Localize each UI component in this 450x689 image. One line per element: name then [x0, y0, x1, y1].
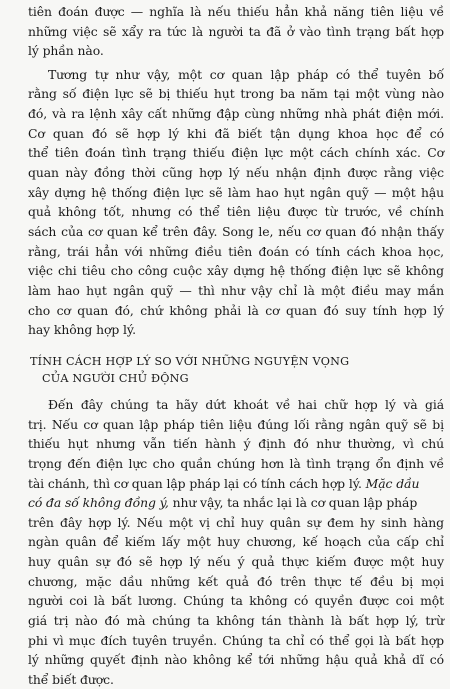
- text-line: Đến đây chúng ta hãy dứt khoát về hai chữ hợp lý và giá: [48, 396, 444, 412]
- text-run: tài chánh, thì cơ quan lập pháp lại có tính cách hợp lý.: [28, 475, 362, 491]
- text-line: trị. Nếu cơ quan lập pháp tiên liệu đúng lối rằng ngân quỹ sẽ bị: [28, 416, 444, 432]
- text-line: rằng số điện lực sẽ bị thiếu hụt trong ba năm tại một vùng nào: [28, 86, 444, 102]
- text-line: tiên đoán được — nghĩa là nếu thiếu hẳn khả năng tiên liệu về: [28, 3, 444, 19]
- text-line: làm hao hụt ngân quỹ — thì như vậy chỉ là một điều may mắn: [28, 282, 444, 298]
- text-line: [28, 495, 444, 511]
- text-line: những việc sẽ xẩy ra tức là người ta đã ở vào tình trạng bất hợp: [28, 23, 444, 39]
- text-line: sách của cơ quan kể trên đây. Song le, nếu cơ quan đó nhận thấy: [28, 224, 444, 239]
- section-heading-line-2: CỦA NGƯỜI CHỦ ĐỘNG: [42, 372, 189, 386]
- text-line: huy quân sự đó sẽ hợp lý nếu ý quả thực kiếm được một huy: [28, 554, 444, 570]
- text-line: lý những quyết định nào không kể tới những hậu quả khả dĩ có: [28, 652, 444, 668]
- text-line: chương, mặc dầu những kết quả đó trên thực tế đều bị mọi: [28, 573, 444, 589]
- text-line: thể tiên đoán tình trạng thiếu điện lực một cách chính xác. Cơ: [28, 145, 444, 161]
- text-line: quả không tốt, nhưng có thể tiên liệu được từ trước, về chính: [28, 204, 444, 220]
- text-line: xây dựng hệ thống điện lực sẽ làm hao hụt ngân quỹ — một hậu: [28, 184, 444, 200]
- text-line: lý phần nào.: [28, 43, 104, 59]
- text-line: giá trị nào đó mà chúng ta không tán thành là bất hợp lý, trừ: [28, 613, 444, 629]
- italic-text: có đa số không đồng ý,: [28, 495, 169, 511]
- text-line: hay không hợp lý.: [28, 322, 136, 338]
- text-line: quan này đồng thời cũng hợp lý nếu nhận định được rằng việc: [28, 165, 444, 181]
- text-line: ngàn quân để kiếm lấy một huy chương, kế hoạch của cấp chỉ: [28, 534, 444, 550]
- text-line: Tương tự như vậy, một cơ quan lập pháp có thể tuyên bố: [48, 66, 444, 82]
- text-line: phi vì mục đích tuyên truyền. Chúng ta chỉ có thể gọi là bất hợp: [28, 632, 444, 648]
- text-line: thiếu hụt nhưng vẫn tiến hành ý định đó như thường, vì chú: [28, 436, 444, 452]
- text-line: trên đây hợp lý. Nếu một vị chỉ huy quân sự đem hy sinh hàng: [28, 514, 444, 530]
- text-line: cho cơ quan đó, chứ không phải là cơ quan đó suy tính hợp lý: [28, 302, 444, 318]
- text-line: trọng đến điện lực cho quần chúng hơn là tình trạng ổn định về: [28, 455, 444, 471]
- text-line: người coi là bất lương. Chúng ta không có quyền được coi một: [28, 593, 444, 609]
- text-line: Cơ quan đó sẽ hợp lý khi đã biết tận dụng khoa học để có: [28, 125, 444, 141]
- text-line: thể biết được.: [28, 672, 114, 687]
- text-line: việc chi tiêu cho công cuộc xây dựng hệ thống điện lực sẽ không: [28, 263, 444, 279]
- section-heading-line-1: TÍNH CÁCH HỢP LÝ SO VỚI NHỮNG NGUYỆN VỌNG: [30, 354, 350, 368]
- text-line: đó, và ra lệnh xây cất những đập cùng những nhà phát điện mới.: [28, 106, 444, 122]
- text-run: như vậy, ta nhắc lại là cơ quan lập pháp: [168, 495, 418, 511]
- text-line: rằng, trái hẳn với những điều tiên đoán có tính cách khoa học,: [28, 243, 444, 259]
- italic-text: Mặc dầu: [365, 475, 420, 491]
- text-line: [28, 476, 444, 492]
